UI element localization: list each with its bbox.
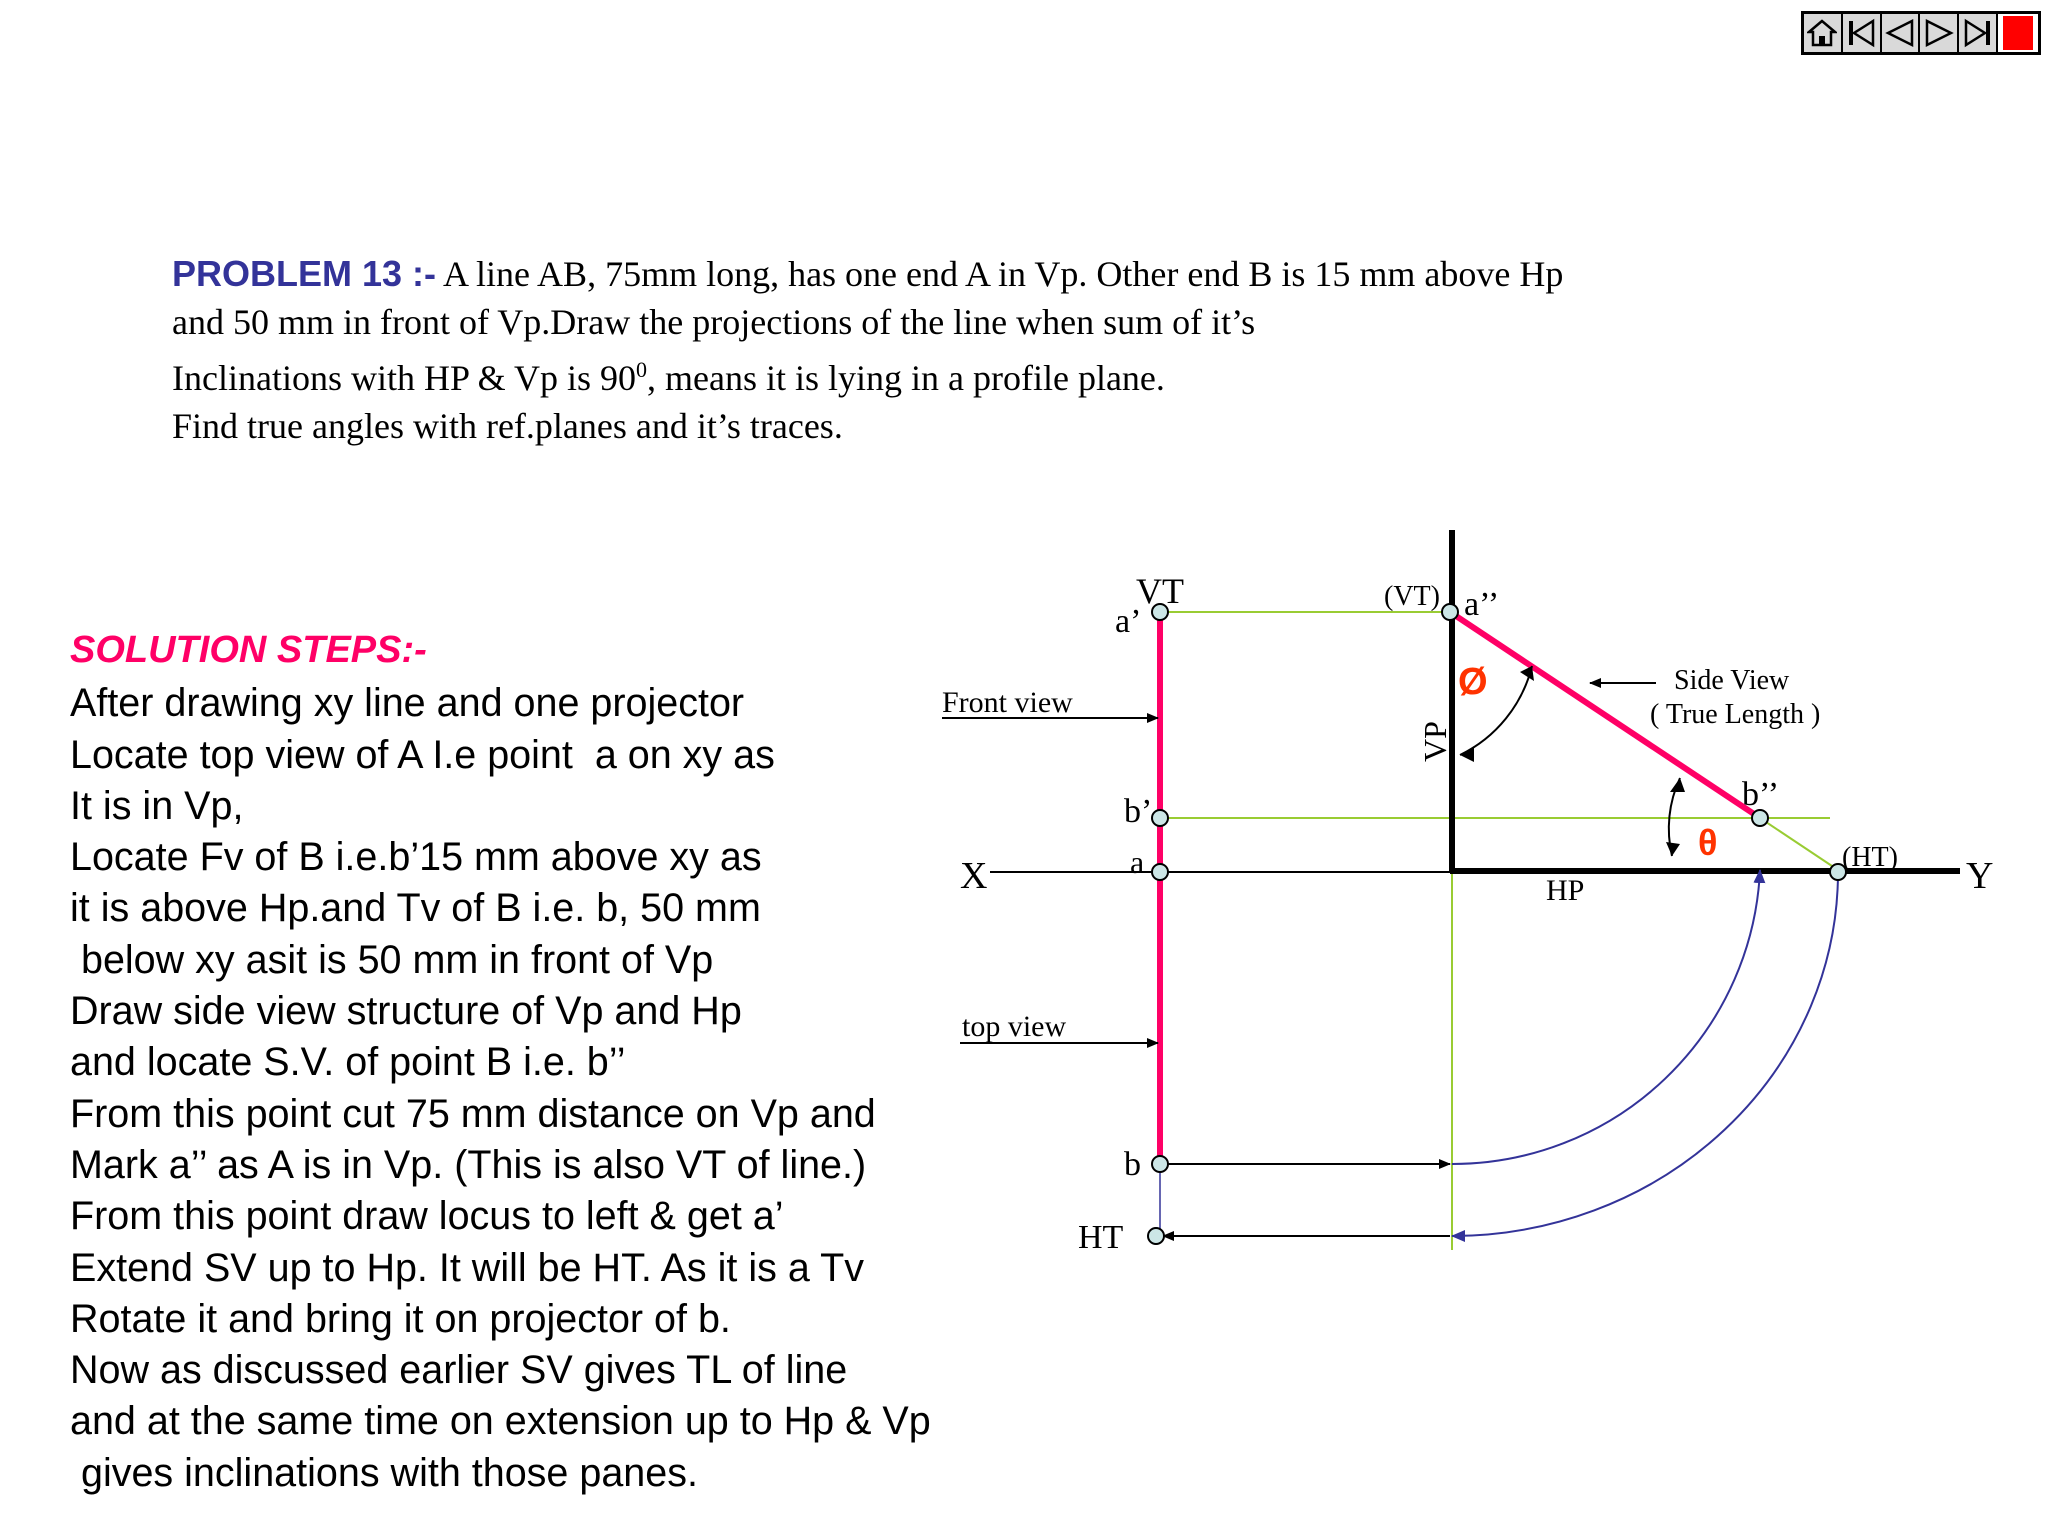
solution-step: Draw side view structure of Vp and Hp — [70, 989, 742, 1034]
problem-line-4: Find true angles with ref.planes and it’s traces. — [172, 406, 843, 446]
theta-angle-label: θ — [1698, 822, 1718, 863]
solution-step: Extend SV up to Hp. It will be HT. As it is a Tv — [70, 1245, 864, 1290]
point-b — [1152, 1156, 1168, 1172]
top-view-label: top view — [962, 1010, 1067, 1043]
b-prime-label: b’ — [1124, 793, 1153, 830]
solution-step: it is above Hp.and Tv of B i.e. b, 50 mm — [70, 886, 761, 931]
vt-label: VT — [1136, 571, 1184, 611]
theta-arrowhead-top — [1670, 778, 1685, 792]
b-double-label: b’’ — [1742, 776, 1780, 813]
a-double-label: a’’ — [1464, 586, 1500, 623]
x-label: X — [960, 855, 988, 897]
a-prime-label: a’ — [1115, 603, 1142, 640]
solution-step: Mark a’’ as A is in Vp. (This is also VT of line.) — [70, 1142, 867, 1187]
rotation-arc-b — [1452, 870, 1760, 1164]
front-view-label: Front view — [942, 686, 1073, 719]
solution-step: Rotate it and bring it on projector of b. — [70, 1296, 731, 1341]
solution-step: Now as discussed earlier SV gives TL of line — [70, 1348, 848, 1393]
phi-arrowhead-bottom — [1460, 746, 1474, 762]
solution-step: and at the same time on extension up to Hp & Vp — [70, 1399, 931, 1444]
b-label: b — [1124, 1146, 1141, 1183]
y-label: Y — [1966, 855, 1994, 897]
degree-superscript: 0 — [636, 357, 648, 382]
phi-arrowhead-top — [1520, 666, 1534, 681]
hp-label: HP — [1546, 874, 1585, 907]
solution-step: Locate top view of A I.e point a on xy as — [70, 732, 775, 777]
vp-label: VP — [1417, 721, 1453, 762]
problem-line-2: and 50 mm in front of Vp.Draw the projections of the line when sum of it’s — [172, 302, 1256, 342]
phi-angle-label: Ø — [1458, 661, 1488, 703]
ht-paren-label: (HT) — [1842, 842, 1898, 873]
rotation-arc-ht — [1452, 872, 1838, 1236]
theta-arrowhead-bottom — [1666, 842, 1680, 856]
solution-step: After drawing xy line and one projector — [70, 681, 745, 726]
solution-step: It is in Vp, — [70, 783, 244, 828]
problem-text-1: A line AB, 75mm long, has one end A in Vp. Other end B is 15 mm above Hp — [436, 254, 1564, 294]
solution-step: From this point draw locus to left & get a’ — [70, 1194, 784, 1239]
point-b-prime — [1152, 810, 1168, 826]
solution-step: below xy asit is 50 mm in front of Vp — [70, 937, 714, 982]
problem-text-3a: Inclinations with HP & Vp is 90 — [172, 358, 637, 398]
solution-step: gives inclinations with those panes. — [70, 1450, 698, 1495]
a-label: a — [1130, 844, 1145, 880]
solution-step: Locate Fv of B i.e.b’15 mm above xy as — [70, 835, 762, 880]
vt-paren-label: (VT) — [1384, 581, 1440, 612]
problem-text-3b: , means it is lying in a profile plane. — [647, 358, 1165, 398]
point-ht — [1148, 1228, 1164, 1244]
point-a-double — [1442, 604, 1458, 620]
solution-step: From this point cut 75 mm distance on Vp and — [70, 1091, 876, 1136]
solution-step: and locate S.V. of point B i.e. b’’ — [70, 1040, 626, 1085]
true-length-label: ( True Length ) — [1650, 699, 1821, 730]
ht-label: HT — [1078, 1219, 1124, 1256]
solution-heading: SOLUTION STEPS:- — [70, 629, 427, 671]
point-a — [1152, 864, 1168, 880]
sv-extension-to-ht — [1760, 818, 1838, 870]
problem-label: PROBLEM 13 :- — [172, 253, 437, 294]
side-view-label: Side View — [1674, 665, 1790, 696]
